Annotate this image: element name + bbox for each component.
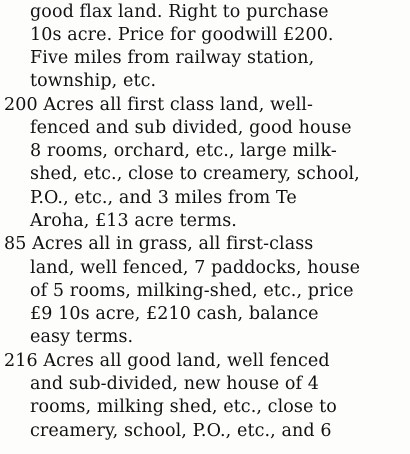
listing-216-acres-start: 216 Acres all good land, well fenced: [4, 351, 330, 371]
listing-200-acres-start: 200 Acres all first class land, well-: [4, 95, 314, 115]
text-line: rooms, milking shed, etc., close to: [30, 397, 337, 417]
text-line: £9 10s acre, £210 cash, balance: [30, 304, 319, 324]
listing-85-acres-start: 85 Acres all in grass, all first-class: [4, 234, 314, 254]
text-line: Five miles from railway station,: [30, 48, 315, 68]
text-line: and sub-divided, new house of 4: [30, 374, 319, 394]
text-line: shed, etc., close to creamery, school,: [30, 164, 360, 184]
text-line: creamery, school, P.O., etc., and 6: [30, 421, 332, 441]
text-line: Aroha, £13 acre terms.: [30, 211, 237, 231]
text-line: P.O., etc., and 3 miles from Te: [30, 188, 297, 208]
text-line: township, etc.: [30, 71, 157, 91]
text-line: easy terms.: [30, 327, 134, 347]
text-line: land, well fenced, 7 paddocks, house: [30, 258, 361, 278]
text-line: good flax land. Right to purchase: [30, 2, 329, 22]
text-line: 8 rooms, orchard, etc., large milk-: [30, 141, 337, 161]
text-line: of 5 rooms, milking-shed, etc., price: [30, 281, 354, 301]
text-line: 10s acre. Price for goodwill £200.: [30, 25, 334, 45]
text-line: fenced and sub divided, good house: [30, 118, 352, 138]
